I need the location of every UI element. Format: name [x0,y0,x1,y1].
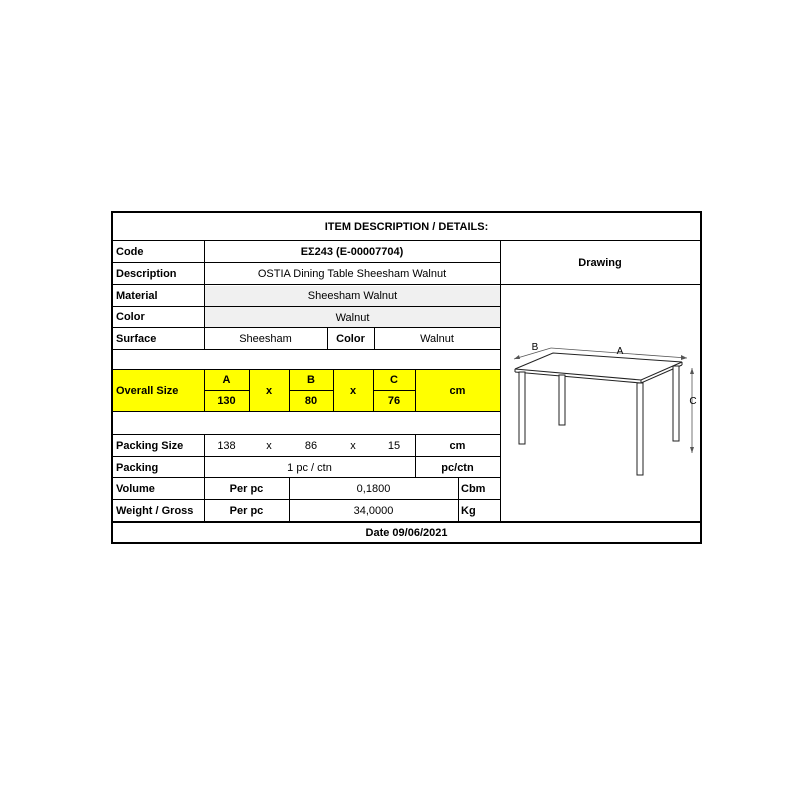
footer-date: Date 09/06/2021 [365,526,448,539]
overall-a-value: 130 [204,390,249,411]
grid-line [500,240,501,522]
overall-unit: cm [415,370,500,411]
packing-value: 1 pc / ctn [287,461,332,474]
code-value: ΕΣ243 (E-00007704) [300,246,404,258]
material-label: Material [116,289,158,302]
overall-b-label: B [289,370,333,390]
grid-line [289,369,290,411]
grid-line [415,434,416,478]
overall-x-1: x [249,370,289,411]
surface-color-value: Walnut [420,333,454,345]
grid-line [113,240,700,241]
overall-c-label: C [373,370,415,390]
weight-unit: Kg [461,505,476,517]
overall-x-2: x [333,370,373,411]
grid-line [204,390,249,391]
volume-unit: Cbm [461,483,486,495]
color-value: Walnut [205,307,500,328]
packing-size-b: 86 [304,440,318,452]
volume-label: Volume [116,483,155,495]
grid-line [327,327,328,350]
color-label: Color [116,311,145,323]
grid-line [113,262,500,263]
overall-c-value: 76 [373,390,415,411]
packing-size-a: 138 [217,440,236,452]
weight-per: Per pc [229,505,264,517]
overall-size-label: Overall Size [113,370,204,411]
surface-value: Sheesham [239,333,292,345]
grid-line [204,434,205,522]
weight-label: Weight / Gross [116,505,194,517]
grid-line [415,369,416,411]
grid-line [458,477,459,522]
sheet-title: ITEM DESCRIPTION / DETAILS: [324,221,489,233]
grid-line [249,369,250,411]
drawing-dim-b: B [531,341,539,353]
grid-line [113,284,700,285]
grid-line [333,369,334,411]
grid-line [113,499,500,500]
packing-x-1: x [266,440,272,452]
description-value: OSTIA Dining Table Sheesham Walnut [257,268,447,280]
packing-unit: pc/ctn [441,461,474,474]
weight-value: 34,0000 [353,505,394,517]
item-details-sheet [111,211,702,544]
grid-line [113,477,500,478]
packing-size-label: Packing Size [116,440,184,452]
grid-line [113,456,500,457]
drawing-dim-a: A [616,345,624,357]
packing-x-2: x [350,440,356,452]
code-label: Code [116,246,144,258]
packing-label: Packing [116,461,159,474]
grid-line [289,390,333,391]
grid-line [113,349,500,350]
overall-a-label: A [204,370,249,390]
volume-per: Per pc [229,483,264,495]
packing-size-c: 15 [387,440,401,452]
grid-line [113,521,700,523]
grid-line [113,369,500,370]
grid-line [374,327,375,350]
surface-label: Surface [116,333,157,345]
grid-line [373,390,415,391]
drawing-dim-c: C [689,395,697,407]
packing-size-unit: cm [449,440,466,452]
grid-line [373,369,374,411]
drawing-title: Drawing [578,257,622,269]
grid-line [113,411,500,412]
overall-b-value: 80 [289,390,333,411]
surface-color-label: Color [336,333,365,345]
grid-line [204,369,205,411]
volume-value: 0,1800 [356,483,391,495]
grid-line [113,306,500,307]
grid-line [204,240,205,350]
description-label: Description [116,268,177,280]
material-value: Sheesham Walnut [205,286,500,306]
grid-line [113,327,500,328]
grid-line [113,434,500,435]
grid-line [289,477,290,522]
table-drawing [511,341,696,481]
